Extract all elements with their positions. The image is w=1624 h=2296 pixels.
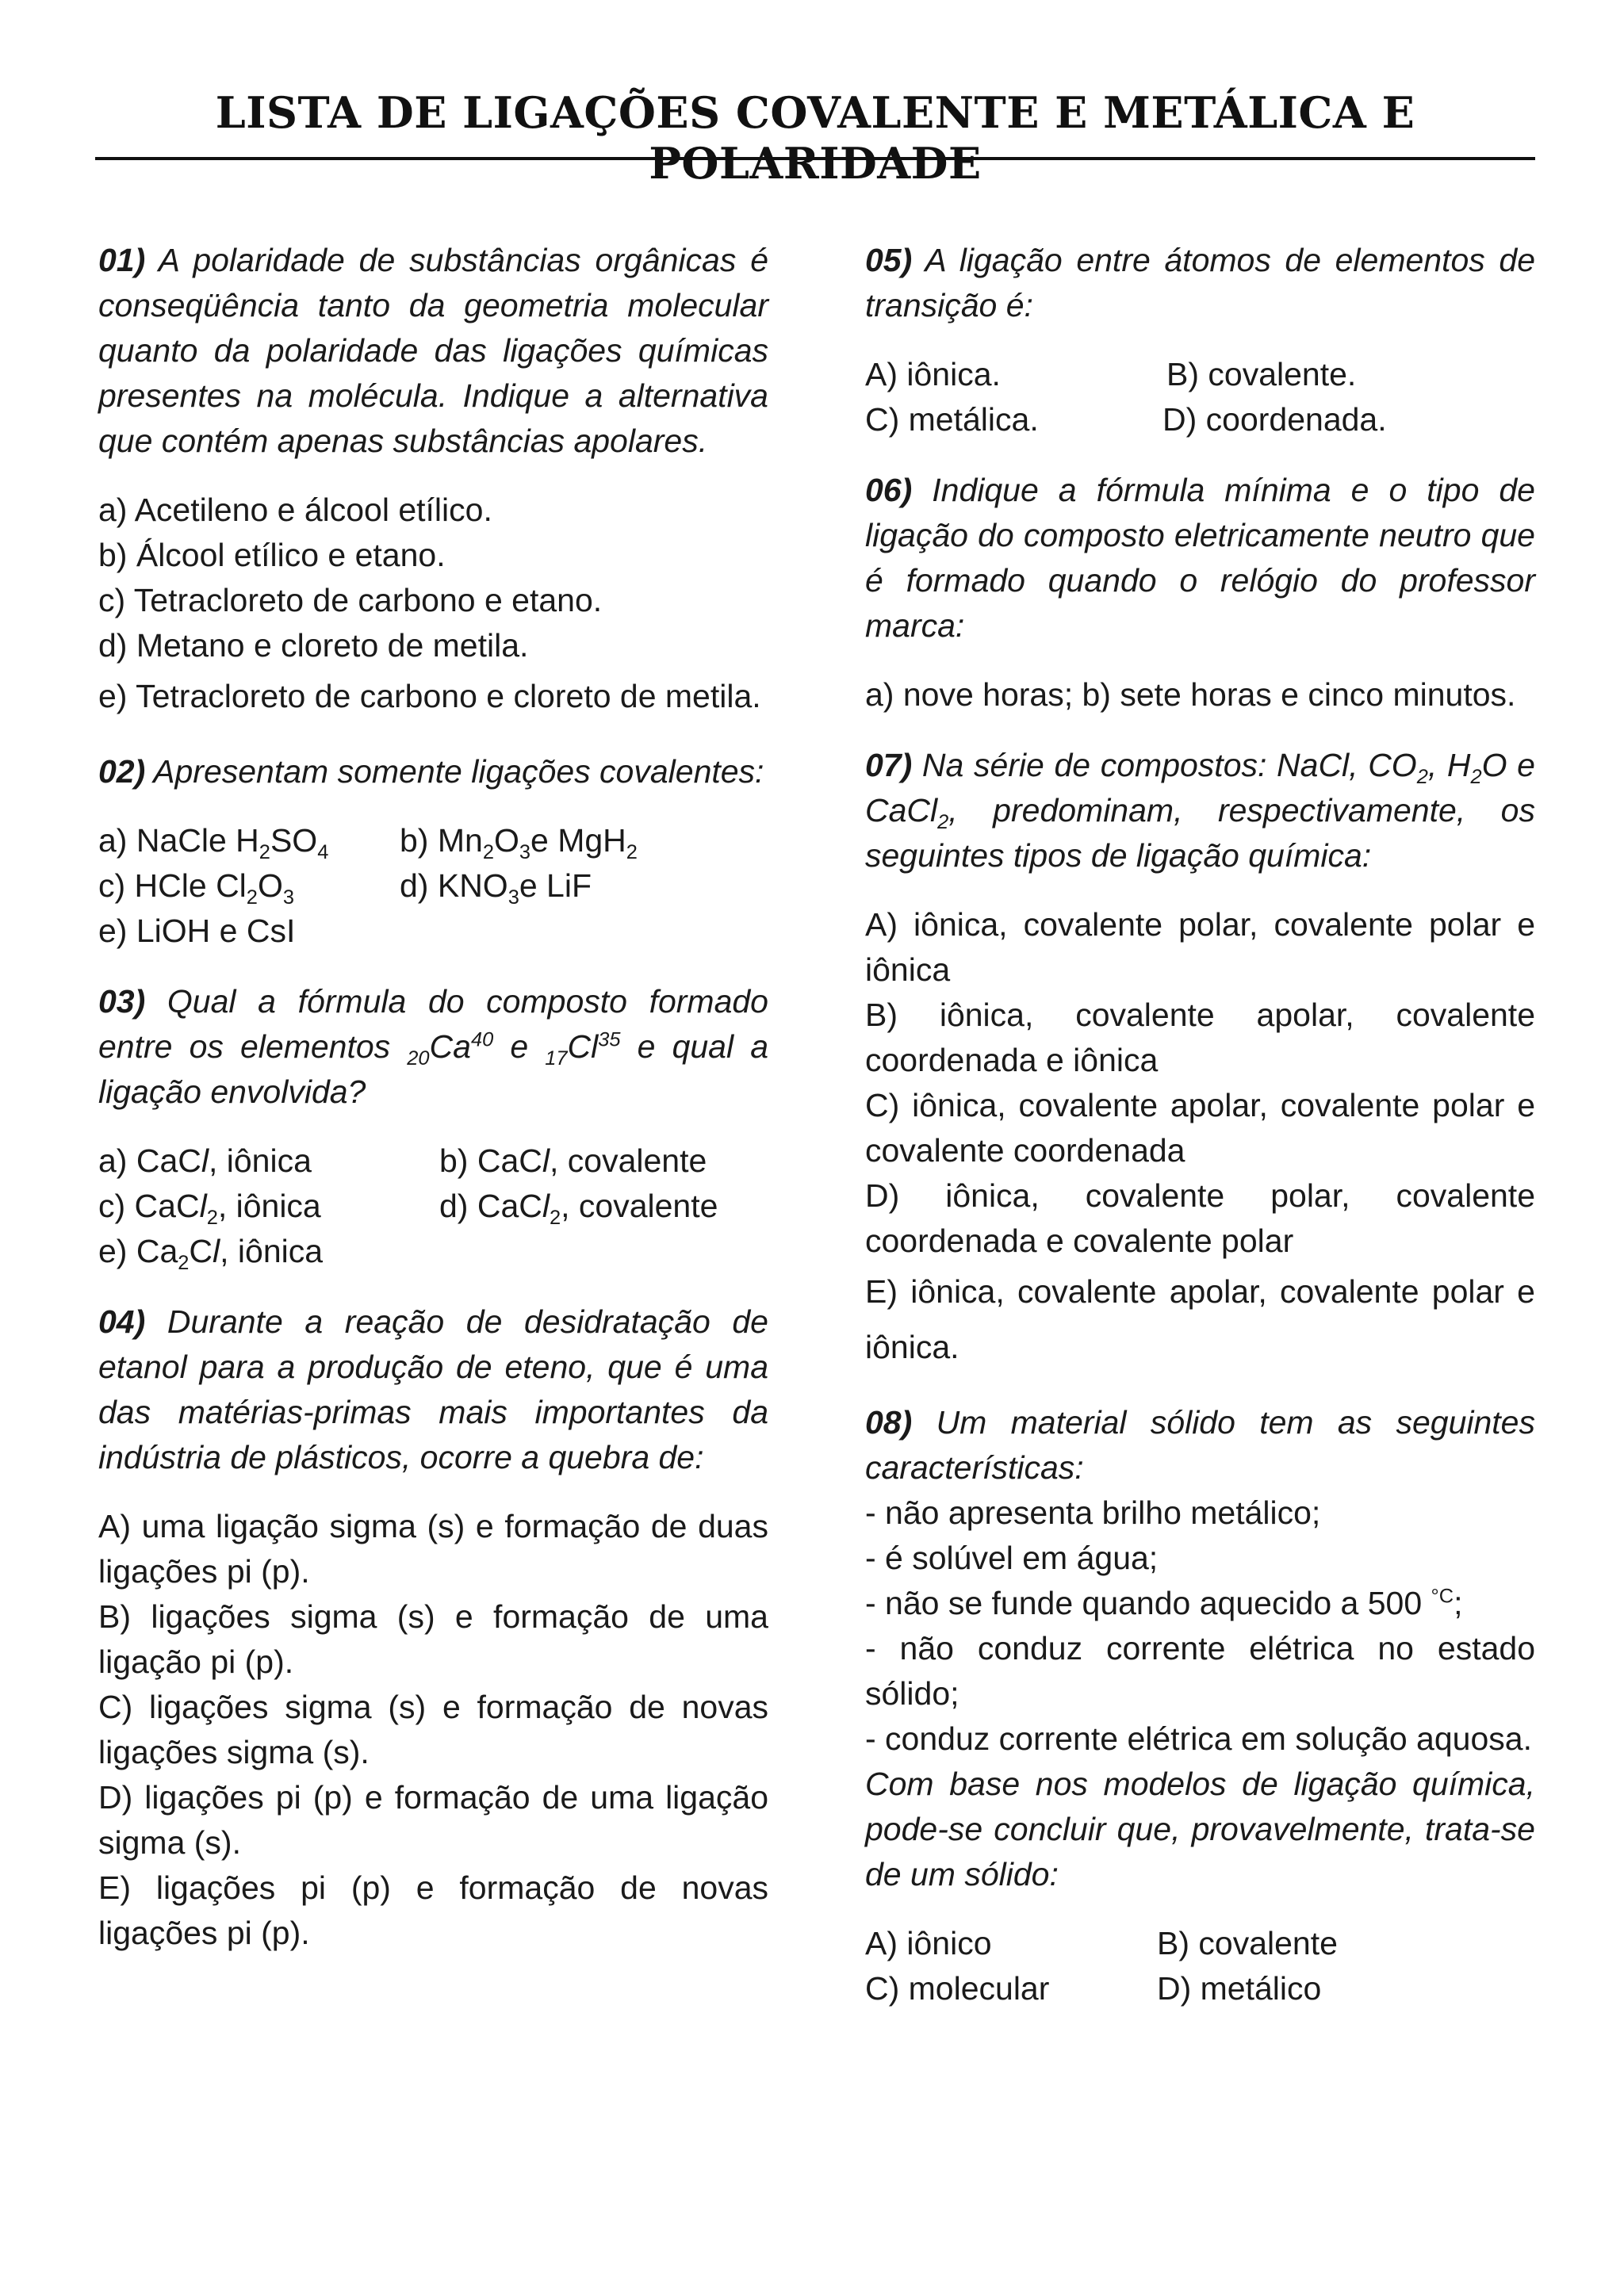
right-column [865, 238, 1535, 2037]
question-08-stem: 08) Um material sólido tem as seguintes características: [865, 1404, 1535, 1486]
question-08-characteristic-4: - não conduz corrente elétrica no estado sólido; [865, 1630, 1535, 1712]
question-08-characteristic-2: - é solúvel em água; [865, 1540, 1159, 1576]
question-02-option-b: b) $Mn_2O_3e$ MgH$_2$ [400, 822, 638, 864]
question-02-option-e: e) LiOH e CsI [98, 913, 296, 949]
question-07-option-a: A) iônica, covalente polar, covalente polar e iônica [865, 906, 1535, 988]
question-01-option-c: c) Tetracloreto de carbono e etano. [98, 582, 603, 618]
question-04-option-d: D) ligações pi (p) e formação de uma ligação sigma (s). [98, 1779, 768, 1861]
question-05 [865, 238, 1535, 442]
question-05-number: 05) [865, 242, 913, 278]
question-01-option-b: b) Álcool etílico e etano. [98, 537, 446, 573]
question-03-option-e: e) $Ca_2Cl$, iônica [98, 1233, 324, 1275]
question-02-stem: 02) Apresentam somente ligações covalentes: [98, 753, 764, 790]
question-08 [865, 1400, 1535, 2011]
question-08-number: 08) [865, 1404, 913, 1441]
question-01 [98, 238, 768, 724]
question-04-stem: 04) Durante a reação de desidratação de etanol para a produção de eteno, que é uma das matérias-primas mais importantes da indústria de plásticos, ocorre a quebra de: [98, 1303, 768, 1475]
question-03-option-c: c) CaCl$_2$, iônica [98, 1188, 321, 1230]
question-01-stem: 01) A polaridade de substâncias orgânicas é conseqüência tanto da geometria molecular quanto da polaridade das ligações químicas presentes na molécula. Indique a alternativa que contém apenas substâncias apolares. [98, 242, 768, 459]
question-08-characteristic-1: - não apresenta brilho metálico; [865, 1494, 1321, 1531]
question-08-conclusion: Com base nos modelos de ligação química, pode-se concluir que, provavelmente, trata-se de um sólido: [865, 1766, 1535, 1892]
question-04-number: 04) [98, 1303, 146, 1340]
question-05-stem: 05) A ligação entre átomos de elementos de transição é: [865, 242, 1536, 323]
question-05-option-b: B) covalente. [1166, 356, 1357, 392]
question-03-option-a: a) CaCl, iônica [98, 1142, 312, 1179]
question-04-option-c: C) ligações sigma (s) e formação de novas ligações sigma (s). [98, 1689, 768, 1770]
question-04-option-e: E) ligações pi (p) e formação de novas ligações pi (p). [98, 1869, 768, 1951]
question-03-number: 03) [98, 983, 146, 1020]
question-01-option-e: e) Tetracloreto de carbono e cloreto de metila. [98, 678, 761, 714]
question-08-option-d: D) metálico [1157, 1970, 1322, 2007]
question-05-option-d: D) coordenada. [1162, 401, 1387, 438]
question-01-option-a: a) Acetileno e álcool etílico. [98, 492, 492, 528]
question-05-option-a: A) iônica. [865, 356, 1001, 392]
question-07-option-b: B) iônica, covalente apolar, covalente coordenada e iônica [865, 997, 1535, 1078]
question-06 [865, 468, 1535, 718]
question-01-option-d: d) Metano e cloreto de metila. [98, 627, 529, 664]
question-02 [98, 749, 768, 954]
question-07 [865, 743, 1535, 1375]
question-05-option-c: C) metálica. [865, 401, 1039, 438]
question-07-option-c: C) iônica, covalente apolar, covalente polar e covalente coordenada [865, 1087, 1535, 1169]
question-08-option-b: B) covalente [1157, 1925, 1338, 1961]
question-02-number: 02) [98, 753, 146, 790]
question-06-stem: 06) Indique a fórmula mínima e o tipo de ligação do composto eletricamente neutro que é formado quando o relógio do professor marca: [865, 472, 1535, 644]
question-04-option-b: B) ligações sigma (s) e formação de uma ligação pi (p). [98, 1598, 768, 1680]
question-07-option-d: D) iônica, covalente polar, covalente coordenada e covalente polar [865, 1177, 1535, 1259]
question-08-option-a: A) iônico [865, 1925, 992, 1961]
question-03-option-d: d) CaCl$_2$, covalente [439, 1188, 718, 1230]
question-02-option-a: a) NaCle $H_2SO_4$ [98, 822, 329, 864]
title-underline [95, 157, 1535, 160]
question-07-number: 07) [865, 747, 913, 783]
question-04 [98, 1299, 768, 1956]
question-07-option-e: E) iônica, covalente apolar, covalente polar e iônica. [865, 1273, 1535, 1365]
question-03 [98, 979, 768, 1274]
question-07-stem: 07) Na série de compostos: NaCl, $CO_2$, $H_2O$ e CaCl$_2$, predominam, respectivamente, os seguintes tipos de ligação química: [865, 747, 1535, 874]
left-column [98, 238, 768, 1981]
question-03-option-b: b) CaCl, covalente [439, 1142, 707, 1179]
question-06-number: 06) [865, 472, 913, 508]
question-06-answer-items: a) nove horas; b) sete horas e cinco minutos. [865, 676, 1516, 713]
question-08-characteristic-5: - conduz corrente elétrica em solução aquosa. [865, 1720, 1532, 1757]
question-08-option-c: C) molecular [865, 1970, 1050, 2007]
question-02-option-c: c) HCle $Cl_2O_3$ [98, 867, 294, 909]
question-01-number: 01) [98, 242, 146, 278]
question-02-option-d: d) $KNO_3e$ LiF [400, 867, 592, 909]
page-title: LISTA DE LIGAÇÕES COVALENTE E METÁLICA E POLARIDADE [215, 87, 1415, 189]
question-03-stem: 03) Qual a fórmula do composto formado entre os elementos $_{20}Ca^{40}$ e $_{17}Cl^{35}$ e qual a ligação envolvida? [98, 983, 769, 1110]
question-08-characteristic-3: - não se funde quando aquecido a 500 $^{^\circ C}$; [865, 1585, 1463, 1621]
question-04-option-a: A) uma ligação sigma (s) e formação de duas ligações pi (p). [98, 1508, 768, 1590]
